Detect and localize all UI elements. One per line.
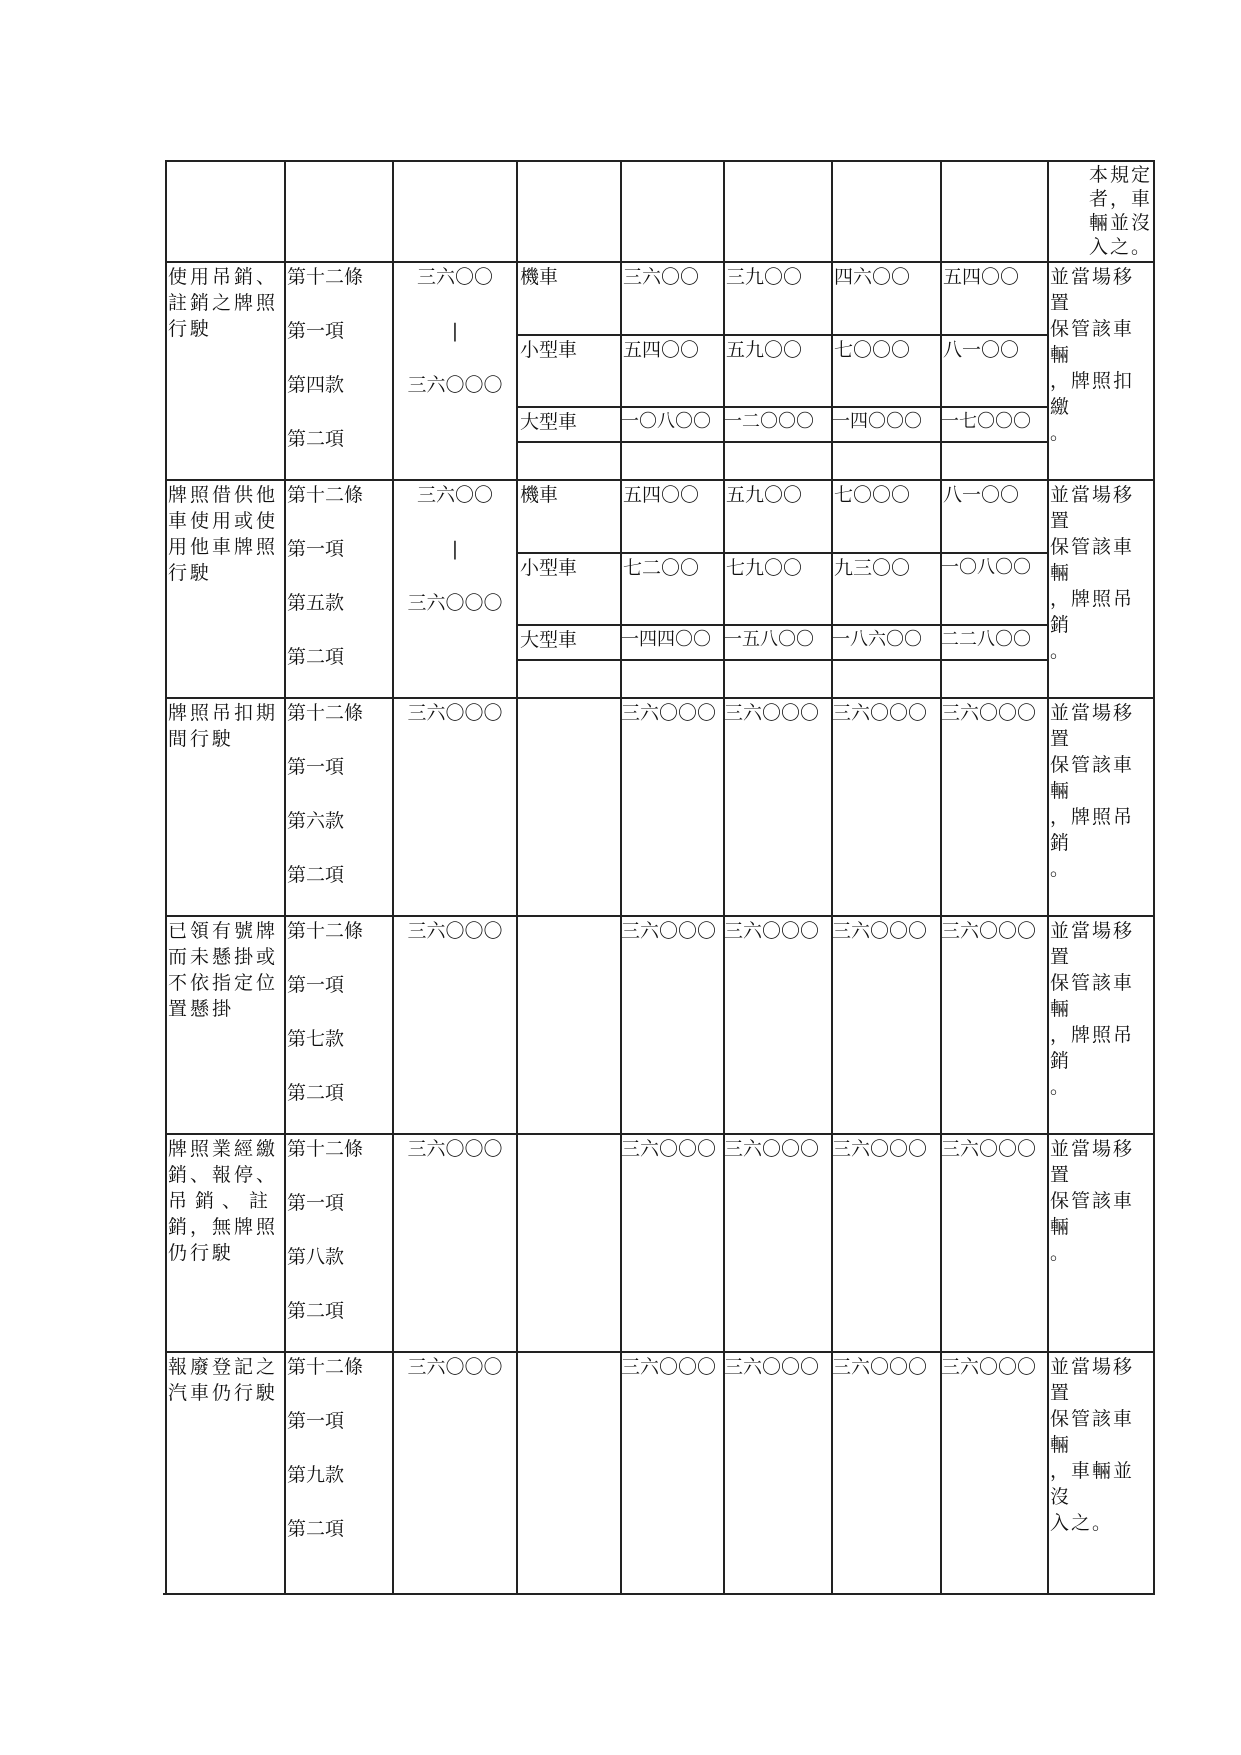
law-line: 第十二條 [287, 1356, 364, 1378]
law-line: 第一項 [287, 756, 345, 778]
law-line: 第十二條 [287, 702, 364, 724]
table-bottom-border [163, 1593, 1155, 1595]
fine-value: 二二八〇〇 [941, 629, 1031, 650]
law-line: 第十二條 [287, 484, 364, 506]
remarks [1050, 700, 1152, 882]
fine-range: 三六〇〇〇 [407, 920, 503, 942]
desc-line: 牌照吊扣期 [168, 702, 279, 724]
note-line: ，牌照吊銷 [1050, 806, 1135, 854]
fine-value: 九三〇〇 [834, 557, 911, 579]
note-line: 並當場移置 [1050, 484, 1135, 532]
fine-value: 一四〇〇〇 [832, 411, 922, 432]
law-line: 第一項 [287, 538, 345, 560]
range-max: 三六〇〇〇 [407, 592, 503, 614]
remarks [1050, 1136, 1152, 1266]
subrow-line-r2-c [516, 659, 1048, 661]
law-line: 第二項 [287, 1300, 345, 1322]
violation-description [168, 700, 286, 752]
remarks [1050, 264, 1152, 446]
vehicle-type: 大型車 [520, 629, 578, 651]
fine-value: 四六〇〇 [834, 266, 911, 288]
range-min: 三六〇〇 [416, 266, 493, 288]
fine-value: 三六〇〇〇 [621, 702, 717, 724]
note-line: ，車輛並沒 [1050, 1460, 1135, 1508]
fine-value: 五四〇〇 [623, 484, 700, 506]
note-line: 保管該車輛 [1050, 972, 1135, 1020]
vehicle-type: 大型車 [520, 411, 578, 433]
fine-range: 三六〇〇〇 [407, 702, 503, 724]
fine-value: 五四〇〇 [943, 266, 1020, 288]
desc-line: 已領有號牌 [168, 920, 279, 942]
violation-description [168, 918, 286, 1022]
fine-value: 五九〇〇 [726, 484, 803, 506]
range-min: 三六〇〇 [416, 484, 493, 506]
fine-value: 一〇八〇〇 [621, 411, 711, 432]
fine-value: 三六〇〇〇 [832, 920, 928, 942]
note-line: 保管該車輛 [1050, 1408, 1135, 1456]
law-line: 第一項 [287, 1192, 345, 1214]
desc-line: 置懸掛 [168, 998, 235, 1020]
desc-line: 銷，無牌照 [168, 1216, 279, 1238]
fine-value: 七九〇〇 [726, 557, 803, 579]
fine-value: 一四四〇〇 [621, 629, 711, 650]
fine-value: 三六〇〇〇 [621, 1356, 717, 1378]
remarks [1050, 482, 1152, 664]
fine-value: 三六〇〇〇 [621, 1138, 717, 1160]
fine-value: 三六〇〇〇 [724, 920, 820, 942]
desc-line: 牌照借供他 [168, 484, 279, 506]
subrow-line-r1-c [516, 441, 1048, 443]
law-line: 第四款 [287, 374, 345, 396]
fine-value: 五四〇〇 [623, 339, 700, 361]
note-line: 並當場移置 [1050, 1356, 1135, 1404]
law-line: 第十二條 [287, 920, 364, 942]
col-line-3 [516, 160, 518, 1595]
fine-value: 三六〇〇〇 [724, 1138, 820, 1160]
violation-description [168, 1354, 286, 1406]
remarks [1050, 1354, 1152, 1536]
desc-line: 行駛 [168, 318, 213, 340]
law-line: 第一項 [287, 320, 345, 342]
note-line: 保管該車輛 [1050, 1190, 1135, 1238]
fine-value: 三九〇〇 [726, 266, 803, 288]
top-row-note [1088, 163, 1152, 259]
desc-line: 行駛 [168, 562, 213, 584]
note-line: 。 [1050, 858, 1072, 880]
fine-value: 七〇〇〇 [834, 484, 911, 506]
note-line: 。 [1050, 422, 1072, 444]
law-line: 第十二條 [287, 1138, 364, 1160]
row-line-5 [165, 1133, 1154, 1135]
fine-value: 一五八〇〇 [724, 629, 814, 650]
law-line: 第二項 [287, 646, 345, 668]
note-line: 。 [1050, 640, 1072, 662]
note-line: 並當場移置 [1050, 1138, 1135, 1186]
note-line: 者，車 [1088, 188, 1152, 210]
fine-value: 三六〇〇〇 [941, 702, 1037, 724]
fine-value: 七二〇〇 [623, 557, 700, 579]
note-line: ，牌照吊銷 [1050, 588, 1135, 636]
fine-value: 三六〇〇〇 [832, 702, 928, 724]
note-line: 本規定 [1088, 164, 1152, 186]
subrow-line-r2-b [516, 624, 1048, 626]
law-line: 第二項 [287, 428, 345, 450]
fine-value: 三六〇〇〇 [621, 920, 717, 942]
fine-value: 三六〇〇〇 [724, 1356, 820, 1378]
desc-line: 報廢登記之 [168, 1356, 279, 1378]
subrow-line-r1-b [516, 406, 1048, 408]
col-line-9 [1153, 160, 1155, 1595]
fine-value: 八一〇〇 [943, 339, 1020, 361]
fine-value: 三六〇〇〇 [832, 1356, 928, 1378]
fine-value: 三六〇〇〇 [941, 1356, 1037, 1378]
row-line-4 [165, 915, 1154, 917]
law-line: 第一項 [287, 1410, 345, 1432]
desc-line: 不依指定位 [168, 972, 279, 994]
desc-line: 牌照業經繳 [168, 1138, 279, 1160]
fine-value: 三六〇〇〇 [941, 920, 1037, 942]
violation-description [168, 264, 286, 342]
law-line: 第八款 [287, 1246, 345, 1268]
fine-value: 五九〇〇 [726, 339, 803, 361]
fine-value: 三六〇〇〇 [832, 1138, 928, 1160]
desc-line: 而未懸掛或 [168, 946, 279, 968]
desc-line: 註銷之牌照 [168, 292, 279, 314]
fine-range: 三六〇〇〇 [407, 1356, 503, 1378]
law-line: 第七款 [287, 1028, 345, 1050]
law-line: 第五款 [287, 592, 345, 614]
fine-range: 三六〇〇〇 [407, 1138, 503, 1160]
note-line: 並當場移置 [1050, 702, 1135, 750]
note-line: 入之。 [1050, 1512, 1114, 1534]
note-line: 入之。 [1088, 236, 1152, 258]
fine-value: 一〇八〇〇 [941, 557, 1031, 578]
vehicle-type: 小型車 [520, 339, 578, 361]
law-line: 第二項 [287, 1082, 345, 1104]
note-line: 保管該車輛 [1050, 318, 1135, 366]
law-line: 第二項 [287, 864, 345, 886]
vehicle-type: 小型車 [520, 557, 578, 579]
vehicle-type: 機車 [520, 266, 559, 288]
note-line: 。 [1050, 1242, 1072, 1264]
row-line-1 [165, 261, 1154, 263]
row-line-2 [165, 479, 1154, 481]
fine-value: 八一〇〇 [943, 484, 1020, 506]
desc-line: 車使用或使 [168, 510, 279, 532]
violation-description [168, 482, 286, 586]
note-line: ，牌照扣繳 [1050, 370, 1135, 418]
table-top-border [165, 160, 1154, 162]
fine-value: 三六〇〇〇 [724, 702, 820, 724]
col-line-2 [392, 160, 394, 1595]
law-line: 第六款 [287, 810, 345, 832]
note-line: 保管該車輛 [1050, 754, 1135, 802]
violation-description [168, 1136, 286, 1266]
law-line: 第一項 [287, 974, 345, 996]
desc-line: 間行駛 [168, 728, 235, 750]
desc-line: 仍行駛 [168, 1242, 235, 1264]
law-line: 第二項 [287, 1518, 345, 1540]
fine-value: 三六〇〇 [623, 266, 700, 288]
remarks [1050, 918, 1152, 1100]
row-line-3 [165, 697, 1154, 699]
range-max: 三六〇〇〇 [407, 374, 503, 396]
col-line-8 [1047, 160, 1049, 1595]
desc-line: 吊銷、註 [168, 1190, 277, 1212]
fine-value: 一七〇〇〇 [941, 411, 1031, 432]
col-line-0 [165, 160, 167, 1595]
note-line: 並當場移置 [1050, 920, 1135, 968]
row-line-6 [165, 1351, 1154, 1353]
note-line: 保管該車輛 [1050, 536, 1135, 584]
fine-value: 一二〇〇〇 [724, 411, 814, 432]
note-line: 並當場移置 [1050, 266, 1135, 314]
fine-value: 七〇〇〇 [834, 339, 911, 361]
fine-value: 一八六〇〇 [832, 629, 922, 650]
note-line: ，牌照吊銷 [1050, 1024, 1135, 1072]
note-line: 輛並沒 [1088, 212, 1152, 234]
range-separator: | [451, 538, 459, 560]
desc-line: 用他車牌照 [168, 536, 279, 558]
desc-line: 使用吊銷、 [168, 266, 279, 288]
law-line: 第十二條 [287, 266, 364, 288]
desc-line: 汽車仍行駛 [168, 1382, 279, 1404]
fine-value: 三六〇〇〇 [941, 1138, 1037, 1160]
vehicle-type: 機車 [520, 484, 559, 506]
law-line: 第九款 [287, 1464, 345, 1486]
note-line: 。 [1050, 1076, 1072, 1098]
subrow-line-r1-a [516, 334, 1048, 336]
subrow-line-r2-a [516, 552, 1048, 554]
range-separator: | [451, 320, 459, 342]
desc-line: 銷、報停、 [168, 1164, 279, 1186]
